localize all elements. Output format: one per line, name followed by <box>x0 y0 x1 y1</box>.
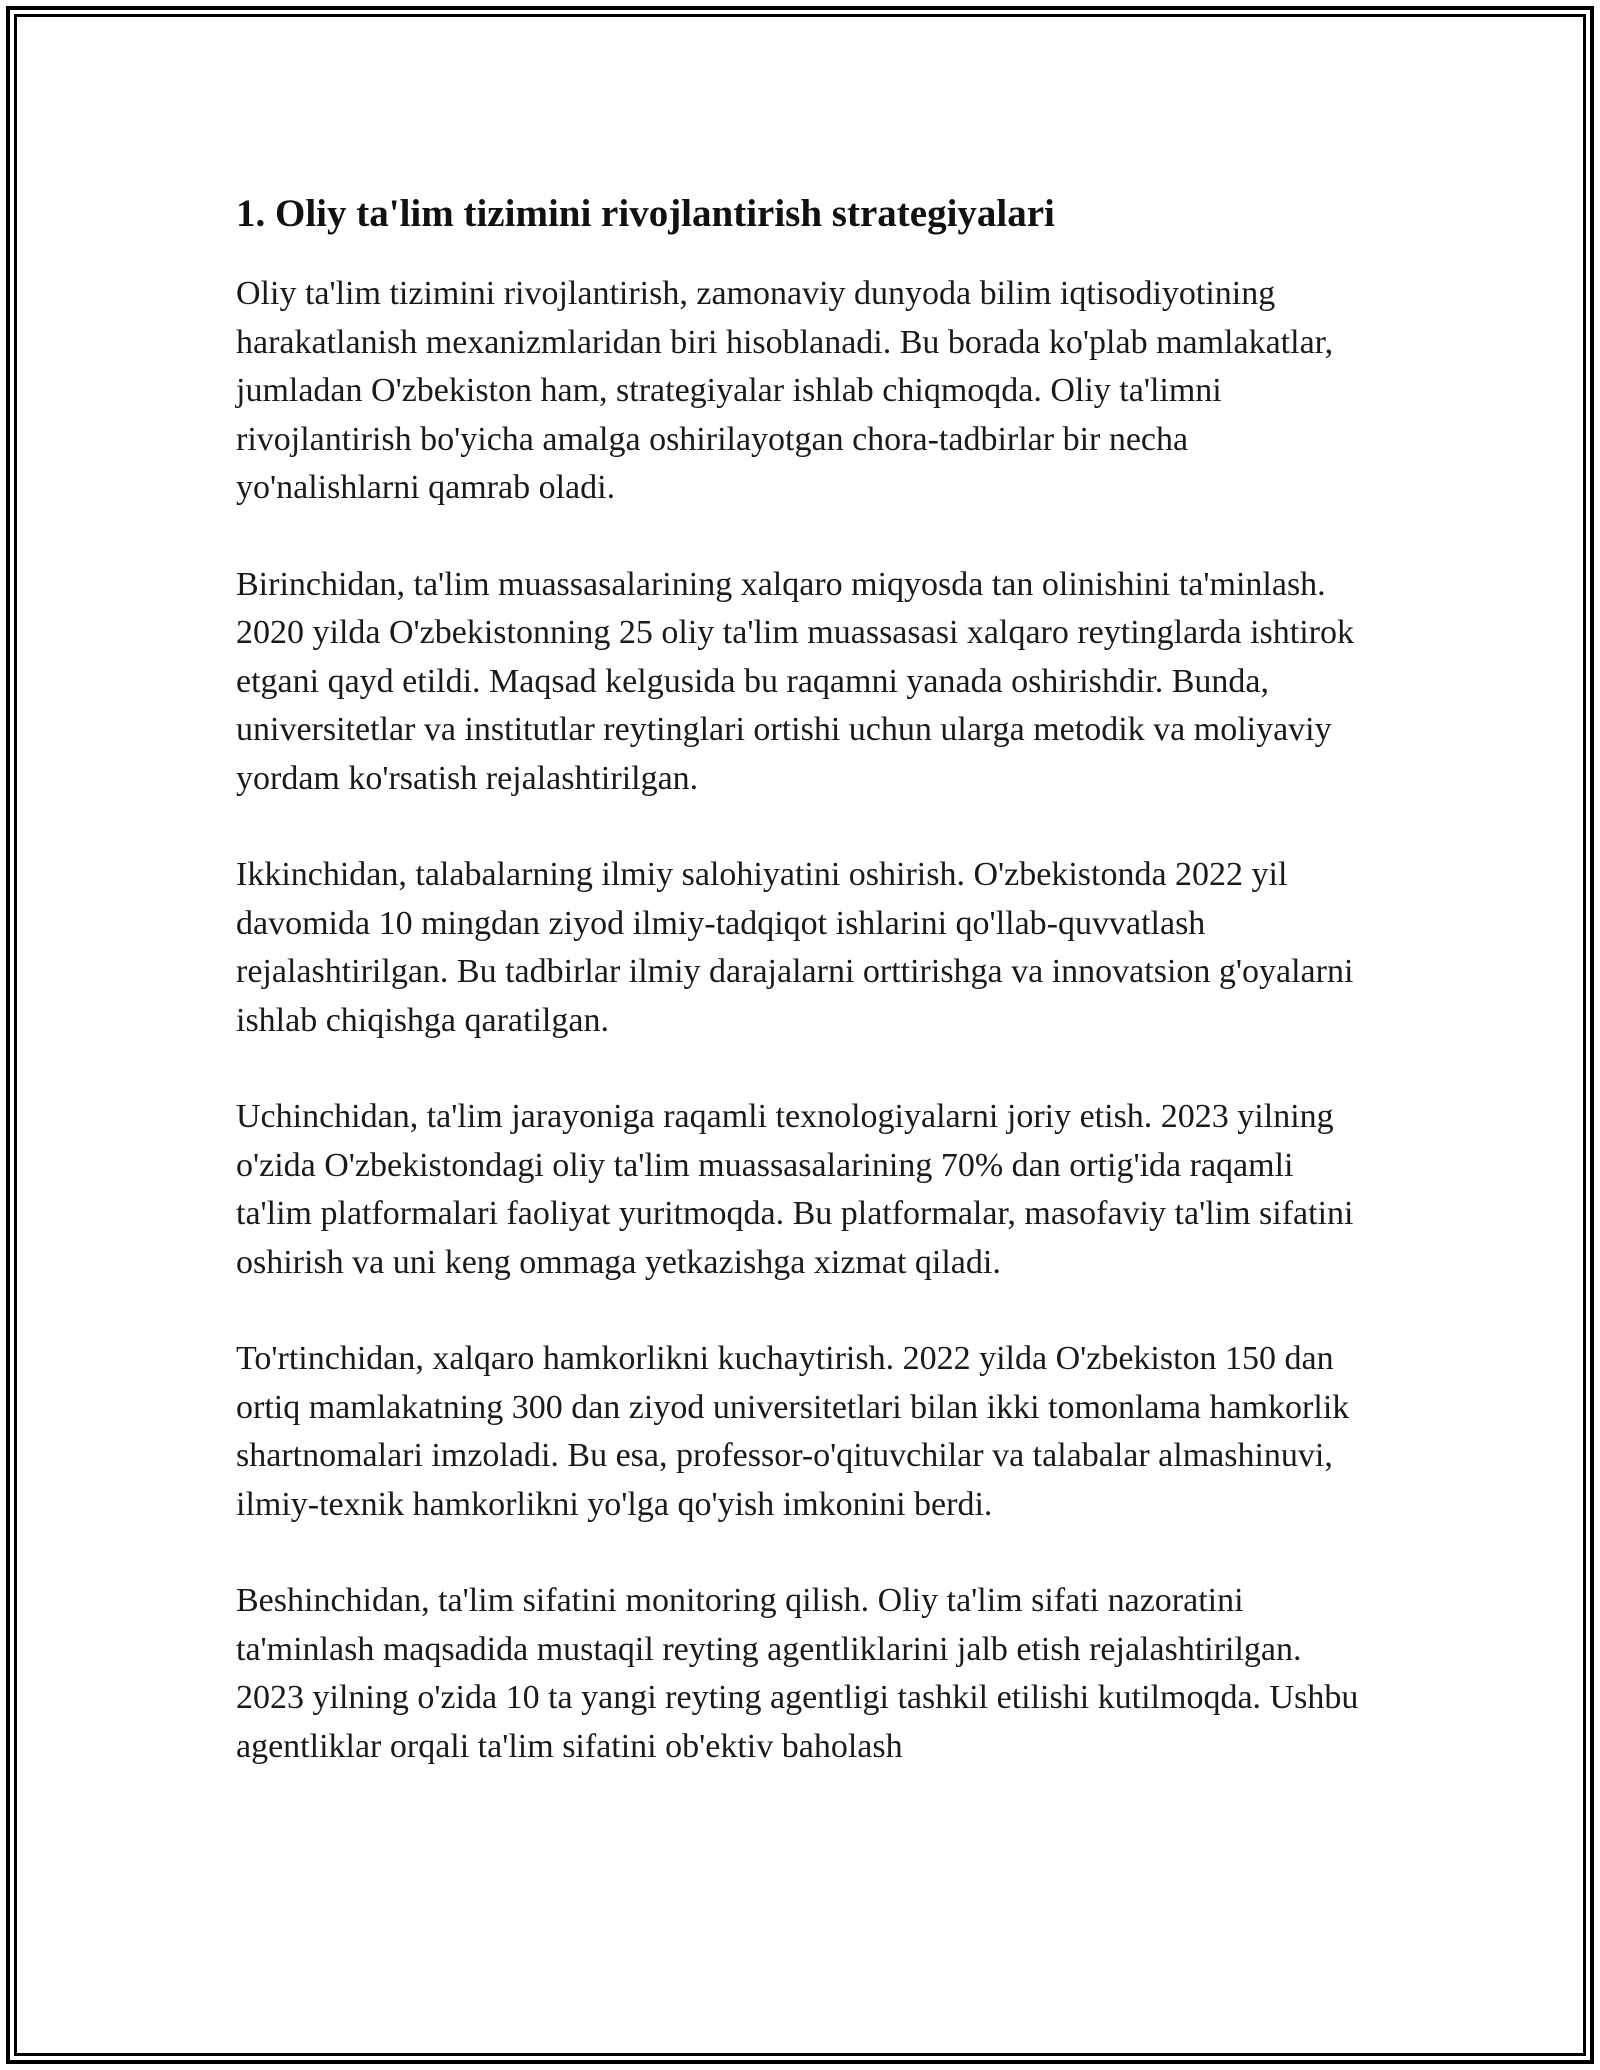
section-title: 1. Oliy ta'lim tizimini rivojlantirish strategiyalari <box>236 192 1055 235</box>
document-body <box>236 188 1366 1819</box>
paragraph-second-point: Ikkinchidan, talabalarning ilmiy salohiyatini oshirish. O'zbekistonda 2022 yil davomida 10 mingdan ziyod ilmiy-tadqiqot ishlarini qo'llab-quvvatlash rejalashtirilgan. Bu tadbirlar ilmiy darajalarni orttirishga va innovatsion g'oyalarni ishlab chiqishga qaratilgan. <box>236 856 1354 1039</box>
paragraph-fifth-point: Beshinchidan, ta'lim sifatini monitoring qilish. Oliy ta'lim sifati nazoratini ta'minlash maqsadida mustaqil reyting agentliklarini jalb etish rejalashtirilgan. 2023 yilning o'zida 10 ta yangi reyting agentligi tashkil etilishi kutilmoqda. Ushbu agentliklar orqali ta'lim sifatini ob'ektiv baholash <box>236 1582 1359 1765</box>
paragraph-intro: Oliy ta'lim tizimini rivojlantirish, zamonaviy dunyoda bilim iqtisodiyotining harakatlanish mexanizmlaridan biri hisoblanadi. Bu borada ko'plab mamlakatlar, jumladan O'zbekiston ham, strategiyalar ishlab chiqmoqda. Oliy ta'limni rivojlantirish bo'yicha amalga oshirilayotgan chora-tadbirlar bir necha yo'nalishlarni qamrab oladi. <box>236 275 1334 506</box>
paragraph-fourth-point: To'rtinchidan, xalqaro hamkorlikni kuchaytirish. 2022 yilda O'zbekiston 150 dan ortiq mamlakatning 300 dan ziyod universitetlari bilan ikki tomonlama hamkorlik shartnomalari imzoladi. Bu esa, professor-o'qituvchilar va talabalar almashinuvi, ilmiy-texnik hamkorlikni yo'lga qo'yish imkonini berdi. <box>236 1340 1350 1523</box>
paragraph-third-point: Uchinchidan, ta'lim jarayoniga raqamli texnologiyalarni joriy etish. 2023 yilning o'zida O'zbekistondagi oliy ta'lim muassasalarining 70% dan ortig'ida raqamli ta'lim platformalari faoliyat yuritmoqda. Bu platformalar, masofaviy ta'lim sifatini oshirish va uni keng ommaga yetkazishga xizmat qiladi. <box>236 1098 1354 1281</box>
paragraph-first-point: Birinchidan, ta'lim muassasalarining xalqaro miqyosda tan olinishini ta'minlash. 2020 yilda O'zbekistonning 25 oliy ta'lim muassasasi xalqaro reytinglarda ishtirok etgani qayd etildi. Maqsad kelgusida bu raqamni yanada oshirishdir. Bunda, universitetlar va institutlar reytinglari ortishi uchun ularga metodik va moliyaviy yordam ko'rsatish rejalashtirilgan. <box>236 565 1354 797</box>
